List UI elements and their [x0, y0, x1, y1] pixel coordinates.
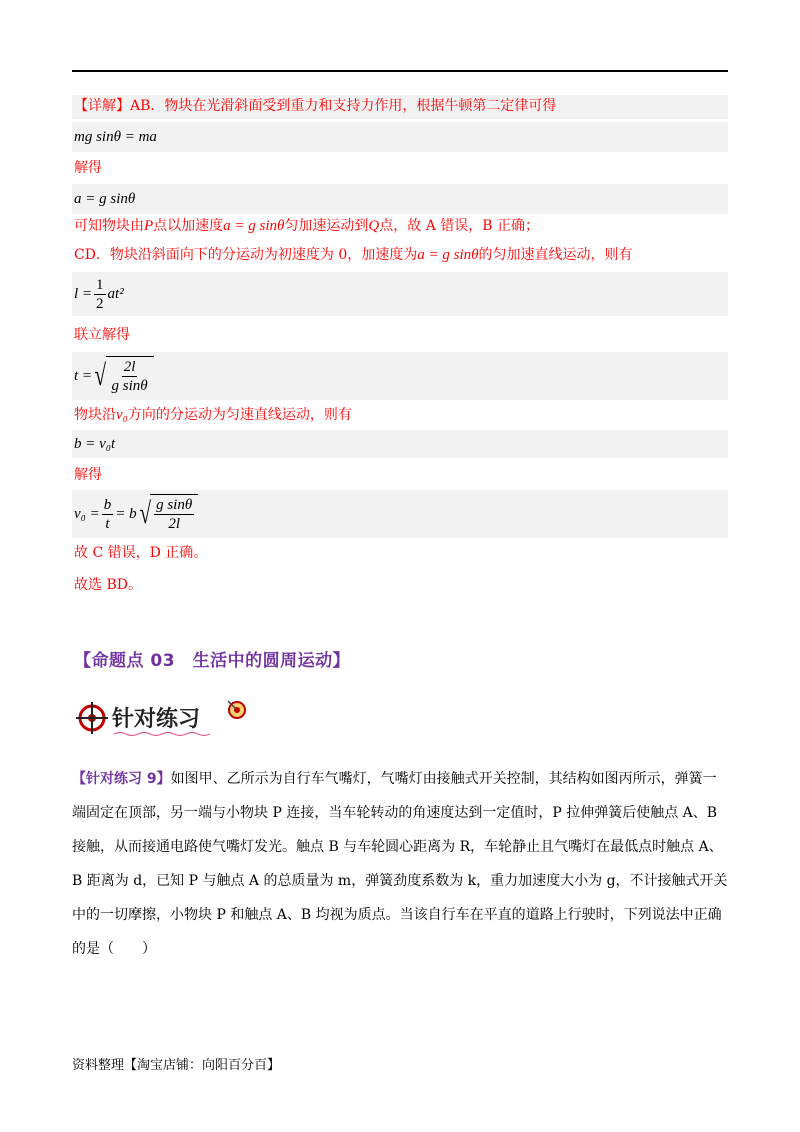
practice-logo-graphic [76, 696, 251, 740]
radical-icon: √ [94, 359, 107, 392]
detail-ab-line [72, 95, 728, 119]
eq6-root-denominator: 2l [168, 516, 180, 532]
conclusion-ab-part3: 匀加速运动到 [284, 218, 369, 234]
practice-logo [76, 696, 251, 740]
solve-label-1: 解得 [74, 160, 102, 176]
v0-text-part2: 方向的分运动为匀速直线运动，则有 [127, 407, 352, 423]
equation-acceleration-text: a = g sinθ [74, 191, 136, 207]
conclusion-ab-line [72, 215, 728, 239]
point-p-symbol: P [144, 218, 154, 234]
practice-logo-text: 针对练习 [112, 707, 201, 732]
combine-solve-label: 联立解得 [74, 327, 130, 343]
cd-inline-eq: a = g sinθ [417, 247, 479, 263]
final-answer: 故选 BD。 [74, 577, 142, 593]
cd-text-part2: 的匀加速直线运动，则有 [478, 247, 633, 263]
equation-time [72, 352, 728, 400]
cd-text-part1: CD．物块沿斜面向下的分运动为初速度为 0，加速度为 [74, 247, 418, 263]
conclusion-ab-part2: 点以加速度 [153, 218, 224, 234]
conclusion-ab-part1: 可知物块由 [74, 218, 144, 234]
eq3-fraction [94, 276, 106, 313]
eq3-lhs: l = [74, 286, 93, 302]
question-tag: 【针对练习 9】 [72, 771, 171, 787]
equation-acceleration [72, 184, 728, 214]
eq6-denominator: t [105, 515, 110, 532]
eq6-lhs: v₀ = [74, 506, 100, 522]
conclusion-cd: 故 C 错误，D 正确。 [74, 545, 208, 561]
inline-acceleration-eq: a = g sinθ [223, 218, 285, 234]
eq6-mid: = b [115, 506, 137, 522]
eq6-root-fraction [154, 496, 194, 533]
eq3-numerator: 1 [96, 276, 104, 293]
equation-v0 [72, 490, 728, 538]
eq3-rhs: at² [107, 286, 124, 302]
point-q-symbol: Q [368, 218, 380, 234]
detail-label: 【详解】 [74, 98, 130, 114]
v0-direction-line [72, 404, 728, 428]
equation-displacement [72, 272, 728, 316]
solve-label-2: 解得 [74, 467, 102, 483]
eq3-denominator: 2 [96, 295, 104, 312]
section-heading: 【命题点 03 生活中的圆周运动】 [74, 651, 351, 671]
cd-analysis-line [72, 244, 728, 268]
v0-text-part1: 物块沿 [74, 407, 116, 423]
equation-uniform [72, 430, 728, 458]
crosshair-icon [76, 702, 108, 734]
eq4-lhs: t = [74, 368, 93, 384]
detail-ab-text: AB．物块在光滑斜面受到重力和支持力作用，根据牛顿第二定律可得 [130, 98, 557, 114]
eq4-numerator: 2l [123, 359, 136, 375]
equation-newton [72, 122, 728, 152]
eq6-numerator: b [103, 496, 112, 513]
practice-question [72, 762, 728, 966]
v0-symbol: v₀ [116, 407, 128, 423]
eq6-fraction [102, 496, 114, 533]
header-rule [72, 70, 728, 72]
radical-icon: √ [139, 497, 151, 530]
target-icon [228, 701, 245, 718]
question-body: 如图甲、乙所示为自行车气嘴灯，气嘴灯由接触式开关控制，其结构如图丙所示，弹簧一端固定在顶部，另一端与小物块 P 连接，当车轮转动的角速度达到一定值时，P 拉伸弹簧后使触点 A、B 接触，从而接通电路使气嘴灯发光。触点 B 与车轮圆心距离为 R，车轮静止且气嘴灯在最低点时触点 A、B 距离为 d，已知 P 与触点 A 的总质量为 m，弹簧劲度系数为 k，重力加速度大小为 g，不计接触式开关中的一切摩擦，小物块 P 和触点 A、B 均视为质点。当该自行车在平直的道路上行驶时，下列说法中正确的是（ ） [72, 771, 728, 957]
eq4-sqrt [92, 356, 154, 396]
footer-source: 资料整理【淘宝店铺：向阳百分百】 [72, 1058, 281, 1073]
eq5-text: b = v₀t [74, 436, 116, 452]
eq4-fraction [110, 358, 150, 395]
eq6-sqrt [137, 494, 199, 534]
eq4-denominator: g sinθ [111, 378, 148, 394]
conclusion-ab-part4: 点，故 A 错误，B 正确； [379, 218, 540, 234]
equation-newton-text: mg sinθ = ma [74, 129, 157, 145]
eq6-root-numerator: g sinθ [156, 497, 193, 513]
